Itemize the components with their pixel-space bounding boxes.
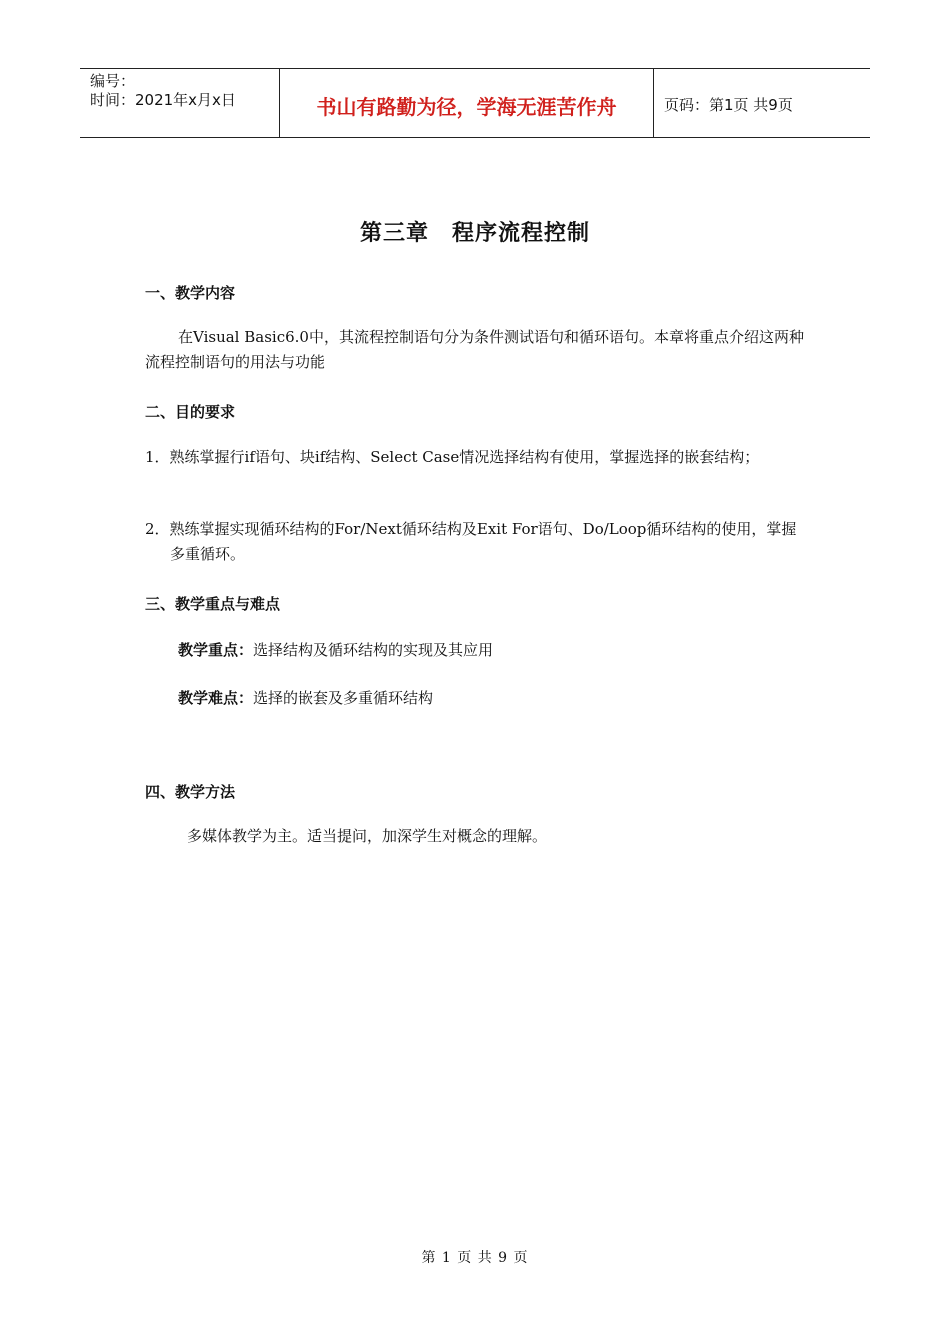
section-heading-keypoints: 三、教学重点与难点 <box>145 595 281 613</box>
header-motto: 书山有路勤为径，学海无涯苦作舟 <box>280 69 654 137</box>
goal-item-2: 2．熟练掌握实现循环结构的For/Next循环结构及Exit For语句、Do/Loop循环结构的使用，掌握多重循环。 <box>145 520 797 563</box>
chapter-title: 第三章 程序流程控制 <box>359 221 590 246</box>
page-footer: 第 1 页 共 9 页 <box>421 1250 529 1266</box>
content-paragraph: 在Visual Basic6.0中，其流程控制语句分为条件测试语句和循环语句。本章将重点介绍这两种流程控制语句的用法与功能 <box>145 328 804 371</box>
teaching-focus <box>178 639 493 660</box>
date-label: 时间：2021年x月x日 <box>90 91 236 109</box>
method-paragraph: 多媒体教学为主。适当提问，加深学生对概念的理解。 <box>187 827 548 845</box>
document-header <box>80 68 870 138</box>
section-heading-content: 一、教学内容 <box>145 284 236 302</box>
section-heading-goals: 二、目的要求 <box>145 403 236 421</box>
number-label: 编号： <box>90 72 136 90</box>
section-heading-method: 四、教学方法 <box>145 783 236 801</box>
header-page-info: 页码：第1页 共9页 <box>664 95 793 114</box>
teaching-focus-text: 选择结构及循环结构的实现及其应用 <box>253 641 494 659</box>
goal-item-1: 1．熟练掌握行if语句、块if结构、Select Case情况选择结构有使用，掌握选择的嵌套结构； <box>145 448 760 466</box>
teaching-focus-label: 教学重点： <box>178 641 254 659</box>
teaching-difficulty-label: 教学难点： <box>178 689 254 707</box>
teaching-difficulty-text: 选择的嵌套及多重循环结构 <box>253 689 434 707</box>
header-meta <box>80 69 280 137</box>
teaching-difficulty <box>178 687 433 708</box>
